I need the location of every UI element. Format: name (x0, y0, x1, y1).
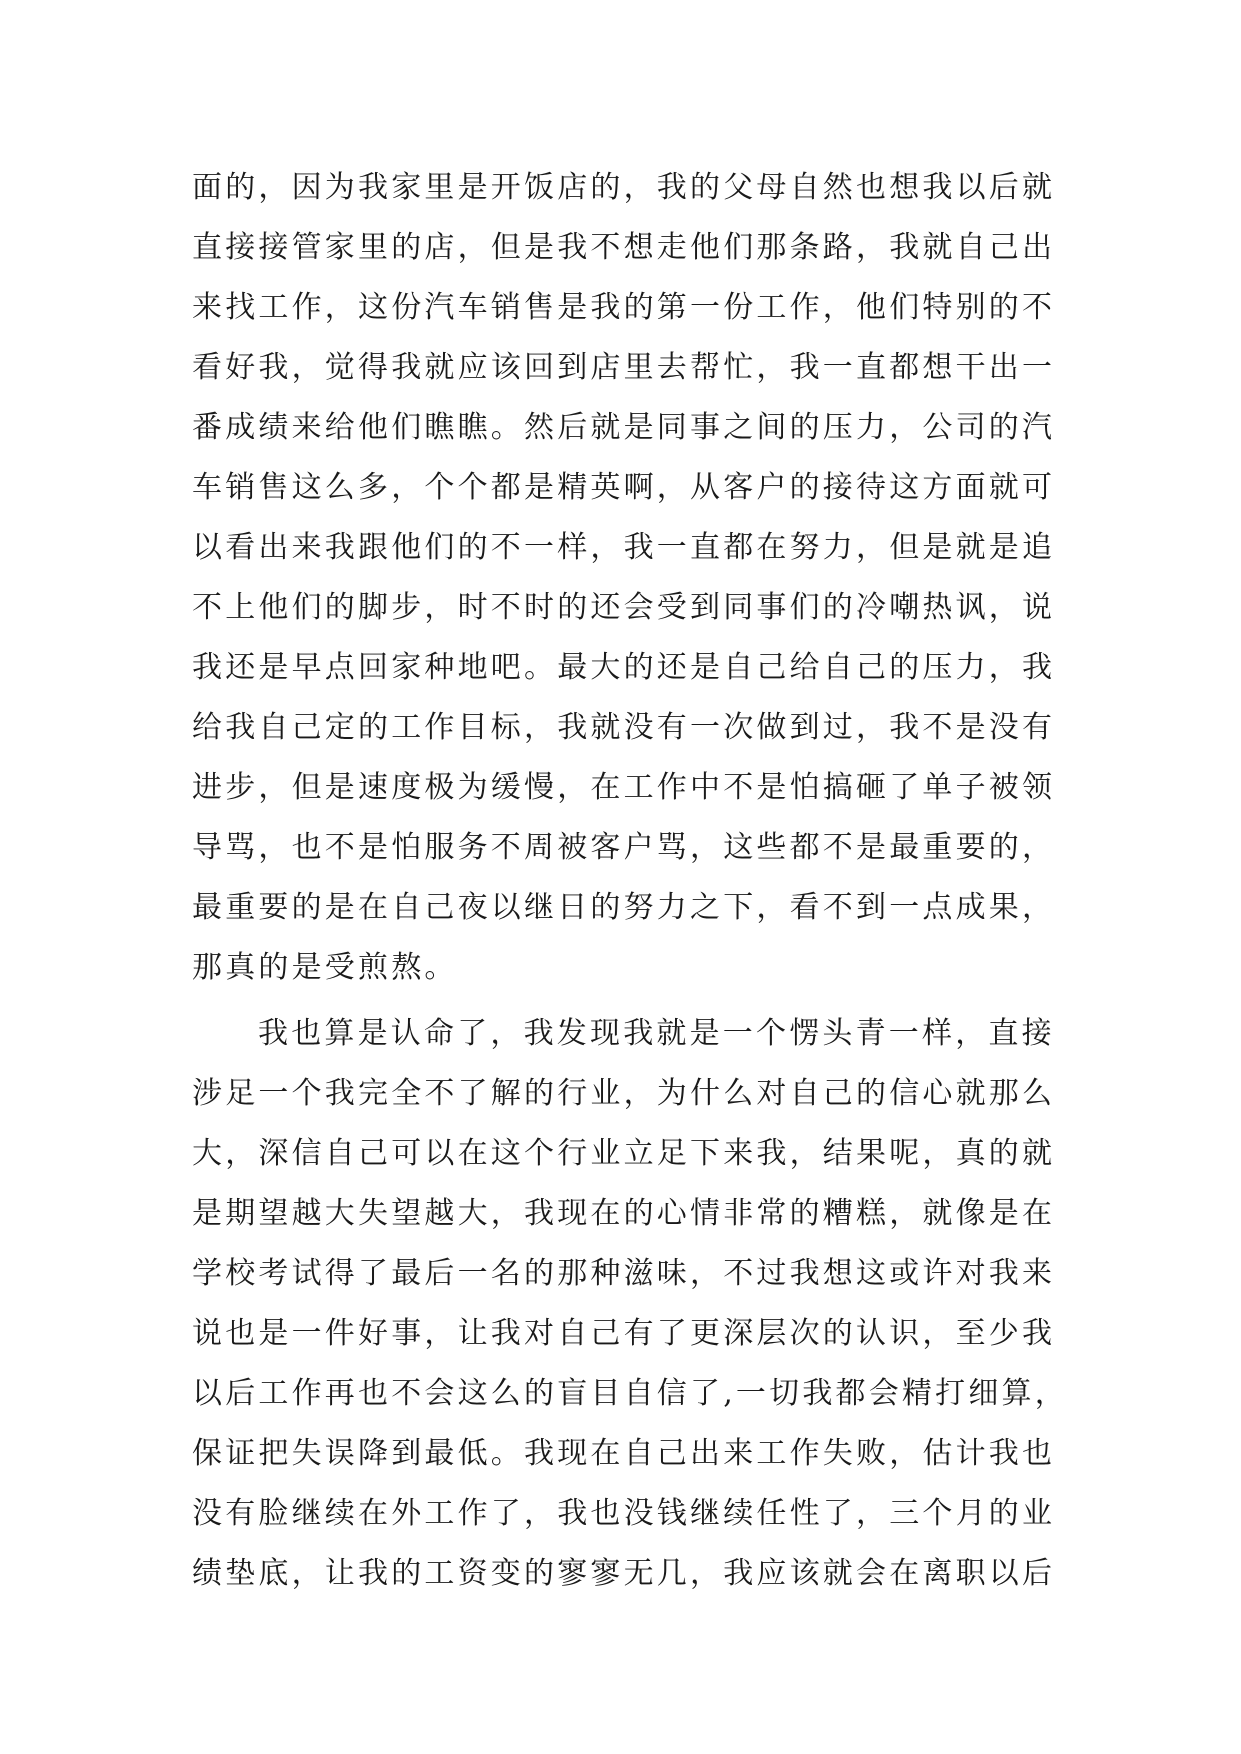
text-line: 涉足一个我完全不了解的行业，为什么对自己的信心就那么 (192, 1076, 1056, 1111)
text-line: 以后工作再也不会这么的盲目自信了,一切我都会精打细算， (192, 1376, 1068, 1411)
text-line: 番成绩来给他们瞧瞧。然后就是同事之间的压力，公司的汽 (192, 410, 1056, 445)
text-line: 来找工作，这份汽车销售是我的第一份工作，他们特别的不 (192, 290, 1056, 325)
text-line: 学校考试得了最后一名的那种滋味，不过我想这或许对我来 (192, 1256, 1056, 1291)
text-line: 绩垫底，让我的工资变的寥寥无几，我应该就会在离职以后 (192, 1556, 1056, 1591)
text-line: 车销售这么多，个个都是精英啊，从客户的接待这方面就可 (192, 470, 1056, 505)
text-line: 大，深信自己可以在这个行业立足下来我，结果呢，真的就 (192, 1136, 1056, 1171)
text-line: 面的，因为我家里是开饭店的，我的父母自然也想我以后就 (192, 170, 1056, 205)
paragraph-2 (192, 1004, 1068, 1604)
text-line: 直接接管家里的店，但是我不想走他们那条路，我就自己出 (192, 230, 1056, 265)
text-line: 那真的是受煎熬。 (192, 950, 458, 985)
paragraph-1 (192, 158, 1056, 998)
text-line: 给我自己定的工作目标，我就没有一次做到过，我不是没有 (192, 710, 1056, 745)
text-line: 以看出来我跟他们的不一样，我一直都在努力，但是就是追 (192, 530, 1056, 565)
text-line: 是期望越大失望越大，我现在的心情非常的糟糕，就像是在 (192, 1196, 1056, 1231)
text-line: 进步，但是速度极为缓慢，在工作中不是怕搞砸了单子被领 (192, 770, 1056, 805)
document-body (192, 158, 1068, 1604)
text-line: 最重要的是在自己夜以继日的努力之下，看不到一点成果， (192, 890, 1056, 925)
text-line: 没有脸继续在外工作了，我也没钱继续任性了，三个月的业 (192, 1496, 1056, 1531)
text-line: 说也是一件好事，让我对自己有了更深层次的认识，至少我 (192, 1316, 1056, 1351)
text-line: 导骂，也不是怕服务不周被客户骂，这些都不是最重要的， (192, 830, 1056, 865)
text-line: 我还是早点回家种地吧。最大的还是自己给自己的压力，我 (192, 650, 1056, 685)
text-line-indented: 我也算是认命了，我发现我就是一个愣头青一样，直接 (258, 1016, 1055, 1051)
text-line: 不上他们的脚步，时不时的还会受到同事们的冷嘲热讽，说 (192, 590, 1056, 625)
text-line: 保证把失误降到最低。我现在自己出来工作失败，估计我也 (192, 1436, 1056, 1471)
text-line: 看好我，觉得我就应该回到店里去帮忙，我一直都想干出一 (192, 350, 1056, 385)
